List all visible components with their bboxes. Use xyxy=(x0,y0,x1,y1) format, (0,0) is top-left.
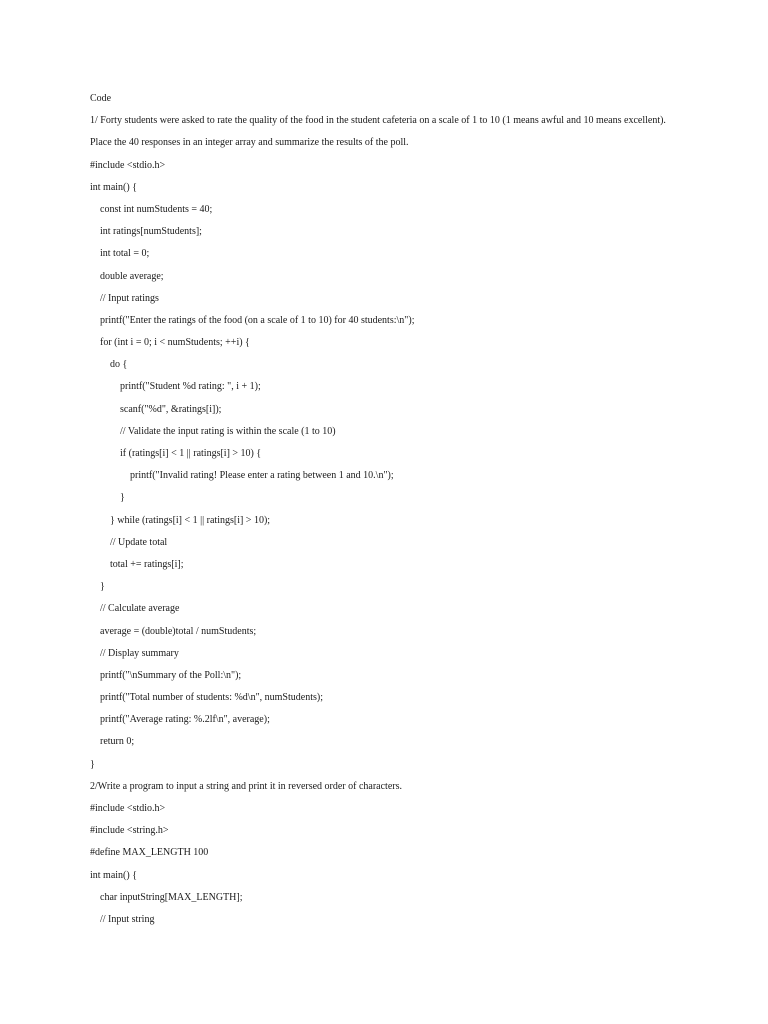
code-line: double average; xyxy=(100,270,164,282)
code-line: printf("Average rating: %.2lf\n", average); xyxy=(100,714,270,726)
code-comment: // Input ratings xyxy=(100,292,159,304)
code-line: char inputString[MAX_LENGTH]; xyxy=(100,891,243,903)
code-line: printf("Invalid rating! Please enter a rating between 1 and 10.\n"); xyxy=(130,470,394,482)
code-listing xyxy=(90,92,730,935)
code-comment: // Validate the input rating is within the scale (1 to 10) xyxy=(120,425,336,437)
code-line: int ratings[numStudents]; xyxy=(100,226,202,238)
code-line: printf("\nSummary of the Poll:\n"); xyxy=(100,669,242,681)
code-line: } xyxy=(100,581,105,593)
code-line: total += ratings[i]; xyxy=(110,558,184,570)
code-line: int main() { xyxy=(90,181,138,193)
problem-statement: 2/Write a program to input a string and print it in reversed order of characters. xyxy=(90,780,402,792)
code-line: #include <stdio.h> xyxy=(90,159,166,171)
code-line: } while (ratings[i] < 1 || ratings[i] > 10); xyxy=(110,514,271,526)
code-comment: // Calculate average xyxy=(100,603,180,615)
code-line: } xyxy=(120,492,125,504)
code-line: printf("Total number of students: %d\n", numStudents); xyxy=(100,692,323,704)
code-line: for (int i = 0; i < numStudents; ++i) { xyxy=(100,337,250,349)
code-comment: // Update total xyxy=(110,536,168,548)
code-comment: // Input string xyxy=(100,913,155,925)
problem-statement: 1/ Forty students were asked to rate the quality of the food in the student cafeteria on a scale of 1 to 10 (1 means awful and 10 means excellent). xyxy=(90,115,666,127)
code-line: #include <stdio.h> xyxy=(90,803,166,814)
code-line: return 0; xyxy=(100,736,135,748)
code-line: int main() { xyxy=(90,869,138,881)
code-line: do { xyxy=(110,359,128,371)
code-line: if (ratings[i] < 1 || ratings[i] > 10) { xyxy=(120,448,262,459)
code-line: printf("Student %d rating: ", i + 1); xyxy=(120,381,261,393)
code-line: average = (double)total / numStudents; xyxy=(100,625,257,637)
code-line: printf("Enter the ratings of the food (on a scale of 1 to 10) for 40 students:\n"); xyxy=(100,314,415,326)
code-line: scanf("%d", &ratings[i]); xyxy=(120,403,222,415)
code-line: #include <string.h> xyxy=(90,825,169,837)
code-line: const int numStudents = 40; xyxy=(100,203,213,215)
code-line: } xyxy=(90,758,95,770)
code-line: #define MAX_LENGTH 100 xyxy=(90,847,209,859)
code-line: int total = 0; xyxy=(100,248,150,260)
code-comment: // Display summary xyxy=(100,647,179,659)
problem-statement: Place the 40 responses in an integer array and summarize the results of the poll. xyxy=(90,137,409,149)
section-heading: Code xyxy=(90,93,112,104)
